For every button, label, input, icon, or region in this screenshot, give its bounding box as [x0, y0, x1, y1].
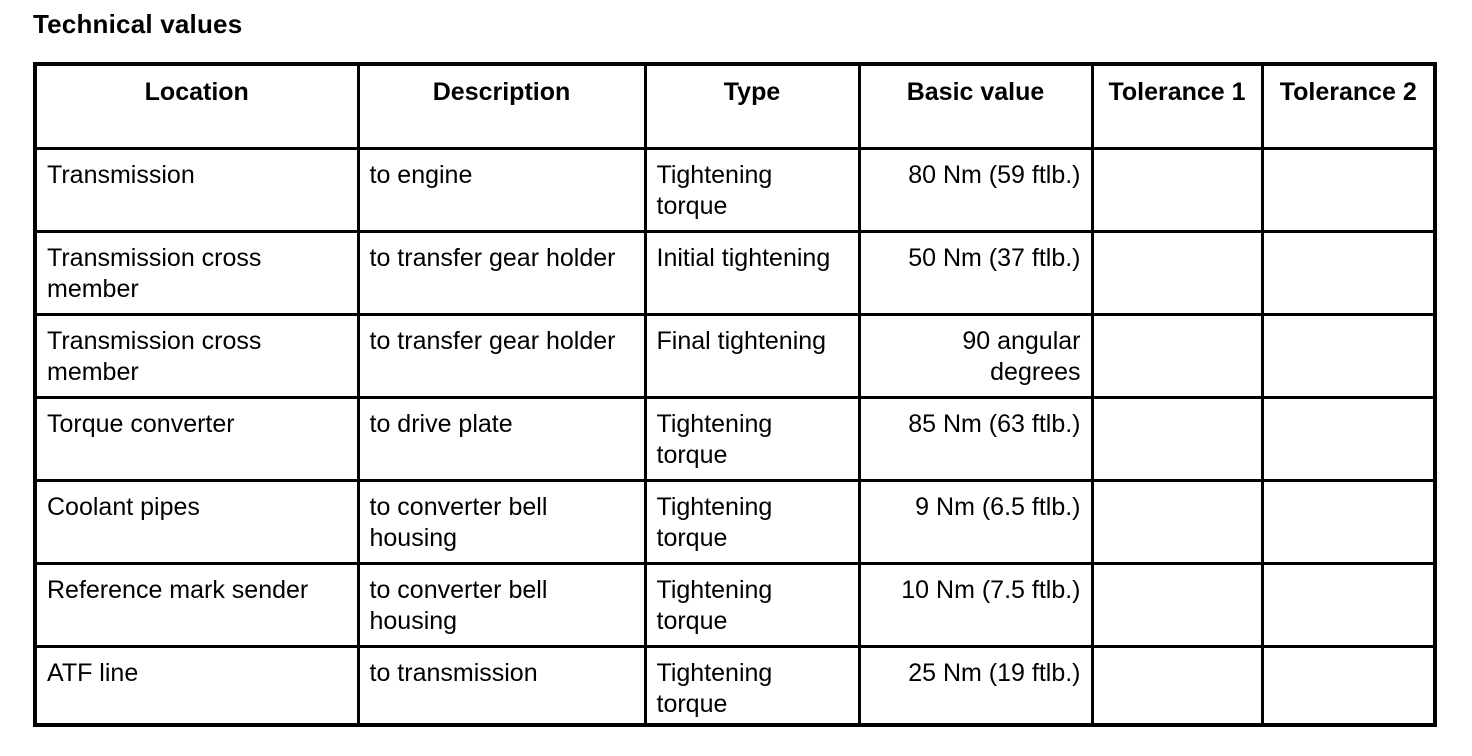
cell-tolerance-2 — [1262, 397, 1435, 480]
table-body — [35, 148, 1435, 725]
cell-type: Tightening torque — [645, 646, 859, 725]
cell-tolerance-1 — [1092, 397, 1262, 480]
cell-type: Tightening torque — [645, 397, 859, 480]
table-row — [35, 231, 1435, 314]
cell-type: Tightening torque — [645, 148, 859, 231]
cell-location: Torque converter — [35, 397, 358, 480]
cell-description: to converter bell housing — [358, 480, 645, 563]
table-row — [35, 148, 1435, 231]
table-row — [35, 314, 1435, 397]
cell-description: to transfer gear holder — [358, 314, 645, 397]
table-row — [35, 646, 1435, 725]
table-row — [35, 397, 1435, 480]
cell-tolerance-2 — [1262, 148, 1435, 231]
technical-values-table — [33, 62, 1437, 727]
column-header-basic-value: Basic value — [859, 64, 1092, 148]
cell-type: Tightening torque — [645, 480, 859, 563]
cell-type: Tightening torque — [645, 563, 859, 646]
cell-tolerance-1 — [1092, 646, 1262, 725]
table-header — [35, 64, 1435, 148]
column-header-tolerance-1: Tolerance 1 — [1092, 64, 1262, 148]
cell-tolerance-2 — [1262, 646, 1435, 725]
cell-location: ATF line — [35, 646, 358, 725]
header-row — [35, 64, 1435, 148]
column-header-tolerance-2: Tolerance 2 — [1262, 64, 1435, 148]
cell-description: to drive plate — [358, 397, 645, 480]
cell-basic-value: 9 Nm (6.5 ftlb.) — [859, 480, 1092, 563]
cell-description: to engine — [358, 148, 645, 231]
cell-location: Transmission cross member — [35, 231, 358, 314]
cell-basic-value: 90 angular degrees — [859, 314, 1092, 397]
cell-location: Coolant pipes — [35, 480, 358, 563]
cell-tolerance-1 — [1092, 563, 1262, 646]
cell-tolerance-1 — [1092, 231, 1262, 314]
cell-location: Reference mark sender — [35, 563, 358, 646]
table-row — [35, 480, 1435, 563]
column-header-location: Location — [35, 64, 358, 148]
cell-tolerance-2 — [1262, 231, 1435, 314]
cell-tolerance-2 — [1262, 480, 1435, 563]
cell-tolerance-1 — [1092, 314, 1262, 397]
cell-type: Initial tightening — [645, 231, 859, 314]
cell-type: Final tightening — [645, 314, 859, 397]
cell-basic-value: 80 Nm (59 ftlb.) — [859, 148, 1092, 231]
cell-basic-value: 10 Nm (7.5 ftlb.) — [859, 563, 1092, 646]
cell-description: to converter bell housing — [358, 563, 645, 646]
table-row — [35, 563, 1435, 646]
column-header-type: Type — [645, 64, 859, 148]
cell-location: Transmission cross member — [35, 314, 358, 397]
cell-location: Transmission — [35, 148, 358, 231]
column-header-description: Description — [358, 64, 645, 148]
cell-tolerance-1 — [1092, 480, 1262, 563]
cell-description: to transmission — [358, 646, 645, 725]
cell-tolerance-1 — [1092, 148, 1262, 231]
document-title: Technical values — [33, 9, 243, 39]
cell-basic-value: 50 Nm (37 ftlb.) — [859, 231, 1092, 314]
cell-tolerance-2 — [1262, 314, 1435, 397]
cell-basic-value: 85 Nm (63 ftlb.) — [859, 397, 1092, 480]
cell-basic-value: 25 Nm (19 ftlb.) — [859, 646, 1092, 725]
cell-tolerance-2 — [1262, 563, 1435, 646]
cell-description: to transfer gear holder — [358, 231, 645, 314]
